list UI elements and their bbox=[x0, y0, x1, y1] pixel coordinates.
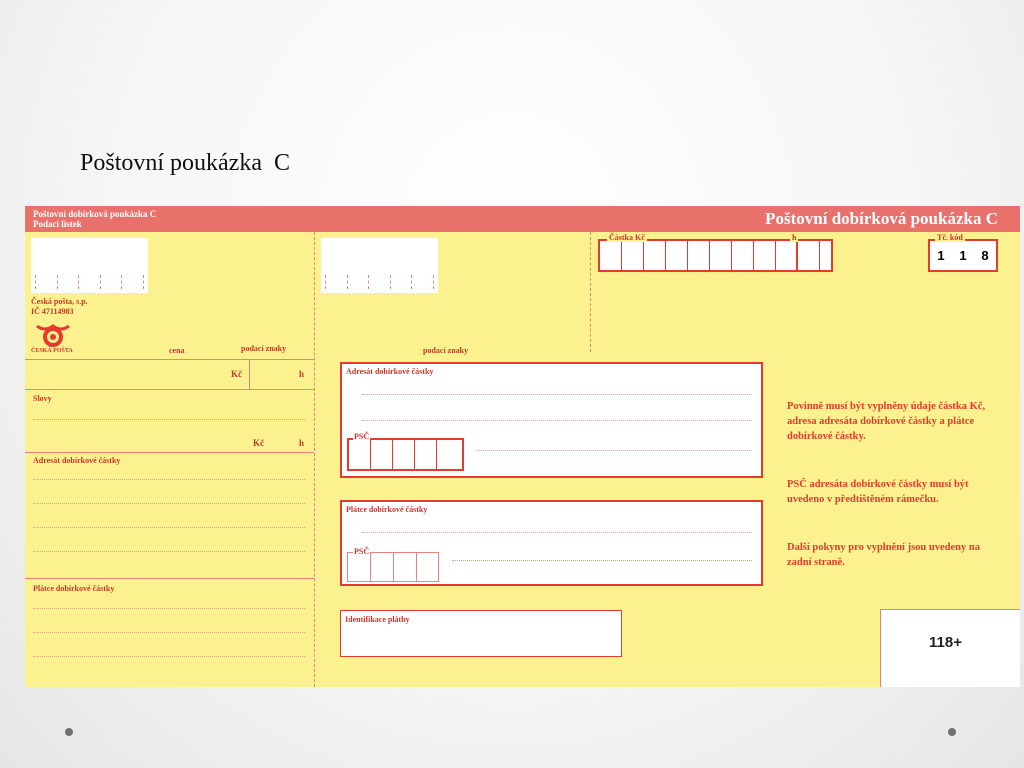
note-1: Povinně musí být vyplněny údaje částka Kč, adresa adresáta dobírkové částky a plátce dobírkové částky. bbox=[787, 401, 986, 442]
note-2: PSČ adresáta dobírkové částky musí být uvedeno v předtištěném rámečku. bbox=[787, 479, 969, 505]
adresat-psc-label: PSČ bbox=[354, 432, 370, 441]
adresat-psc-field[interactable] bbox=[347, 438, 464, 471]
stub-adresat-line-1 bbox=[33, 479, 305, 480]
adresat-line-1 bbox=[362, 394, 752, 395]
form-header-small-line2: Podací lístek bbox=[33, 219, 82, 229]
note-3: Další pokyny pro vyplnění jsou uvedeny na zadní straně. bbox=[787, 542, 980, 568]
form-header-small bbox=[33, 209, 156, 229]
castka-h-label: h bbox=[792, 233, 797, 242]
stub-cena-label: cena bbox=[169, 346, 185, 355]
tc-kod-digit-3: 8 bbox=[981, 248, 989, 263]
platce-line-1 bbox=[362, 532, 752, 533]
stub-kc-divider bbox=[249, 359, 250, 389]
castka-kc-field[interactable] bbox=[598, 239, 833, 272]
stub-adresat-line-4 bbox=[33, 551, 305, 552]
stub-platce-label: Plátce dobírkové částky bbox=[33, 584, 115, 593]
company-block bbox=[31, 297, 88, 317]
main-stamp-box bbox=[321, 238, 438, 293]
slide-title: Poštovní poukázka C bbox=[80, 150, 290, 176]
adresat-box-label: Adresát dobírkové částky bbox=[346, 367, 434, 376]
stub-platce-line-3 bbox=[33, 656, 305, 657]
platce-psc-label: PSČ bbox=[354, 547, 370, 556]
stub-h-label: h bbox=[299, 369, 305, 379]
stub-slovy-label: Slovy bbox=[33, 394, 52, 403]
form-header-title: Poštovní dobírková poukázka C bbox=[765, 209, 998, 228]
stub-slovy-h: h bbox=[299, 438, 305, 448]
stub-slovy-kc: Kč bbox=[253, 438, 264, 448]
castka-kc-label: Částka Kč bbox=[609, 233, 645, 242]
tc-kod-label: Tč. kód bbox=[937, 233, 963, 242]
stub-rule-2 bbox=[25, 389, 314, 390]
bullet-right bbox=[948, 728, 956, 736]
platce-psc-field[interactable] bbox=[347, 552, 439, 582]
identifikace-box[interactable] bbox=[340, 610, 622, 657]
stub-platce-line-2 bbox=[33, 632, 305, 633]
platce-box-label: Plátce dobírkové částky bbox=[346, 505, 428, 514]
company-name: Česká pošta, s.p. bbox=[31, 297, 88, 306]
stub-stamp-box bbox=[31, 238, 148, 293]
stub-rule-4 bbox=[25, 578, 314, 579]
corner-code: 118+ bbox=[929, 634, 962, 651]
main-inner-divider bbox=[590, 232, 591, 352]
stub-adresat-line-3 bbox=[33, 527, 305, 528]
corner-code-box bbox=[880, 609, 1020, 687]
identifikace-label: Identifikace plátby bbox=[345, 615, 410, 624]
main-podaci-znaky-label: podací znaky bbox=[423, 346, 469, 355]
stub-rule-1 bbox=[25, 359, 314, 360]
tc-kod-digit-1: 1 bbox=[937, 248, 945, 263]
form-header-band bbox=[25, 206, 1020, 232]
adresat-line-3 bbox=[477, 450, 752, 451]
stub-podaci-znaky-label: podací znaky bbox=[241, 344, 287, 353]
stub-divider bbox=[314, 232, 315, 687]
logo-caption: ČESKÁ POŠTA bbox=[31, 348, 73, 354]
tc-kod-box bbox=[928, 239, 998, 272]
stub-kc-label: Kč bbox=[231, 369, 242, 379]
company-ic: IČ 47114983 bbox=[31, 307, 74, 316]
postal-order-form bbox=[25, 206, 1020, 687]
stub-rule-3 bbox=[25, 452, 314, 453]
bullet-left bbox=[65, 728, 73, 736]
stub-adresat-label: Adresát dobírkové částky bbox=[33, 456, 121, 465]
stub-platce-line-1 bbox=[33, 608, 305, 609]
stub-slovy-line bbox=[33, 419, 305, 420]
stub-adresat-line-2 bbox=[33, 503, 305, 504]
platce-line-2 bbox=[452, 560, 752, 561]
tc-kod-digit-2: 1 bbox=[959, 248, 967, 263]
adresat-line-2 bbox=[362, 420, 752, 421]
form-header-small-line1: Poštovní dobírková poukázka C bbox=[33, 209, 157, 219]
